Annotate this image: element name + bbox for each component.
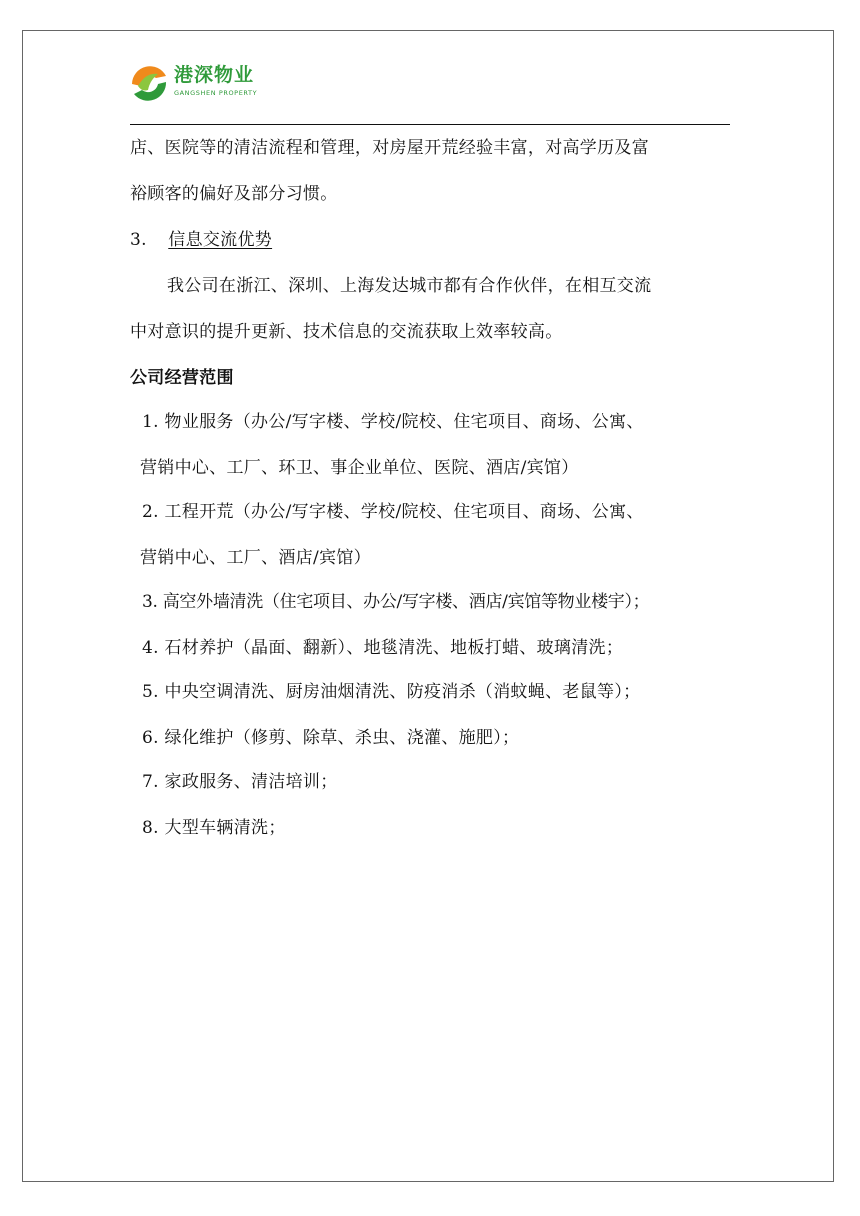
paragraph-line: 中对意识的提升更新、技术信息的交流获取上效率较高。 [130, 322, 563, 342]
section-3-heading [130, 228, 272, 252]
scope-item: 7. 家政服务、清洁培训； [142, 772, 338, 792]
scope-item: 2. 工程开荒（办公/写字楼、学校/院校、住宅项目、商场、公寓、 [142, 502, 644, 522]
scope-item: 1. 物业服务（办公/写字楼、学校/院校、住宅项目、商场、公寓、 [142, 412, 644, 432]
scope-item-continuation: 营销中心、工厂、酒店/宾馆） [140, 548, 371, 568]
logo-english-name: GANGSHEN PROPERTY [174, 89, 258, 97]
section-number: 3. [130, 230, 147, 250]
section-title: 信息交流优势 [168, 230, 273, 250]
paragraph-line: 我公司在浙江、深圳、上海发达城市都有合作伙伴，在相互交流 [167, 276, 652, 296]
scope-heading: 公司经营范围 [130, 368, 234, 388]
logo-mark-icon [128, 60, 170, 106]
scope-item: 4. 石材养护（晶面、翻新）、地毯清洗、地板打蜡、玻璃清洗； [142, 638, 624, 658]
scope-item: 8. 大型车辆清洗； [142, 818, 286, 838]
scope-item: 3. 高空外墙清洗（住宅项目、办公/写字楼、酒店/宾馆等物业楼宇）； [142, 592, 650, 612]
scope-item: 5. 中央空调清洗、厨房油烟清洗、防疫消杀（消蚊蝇、老鼠等）； [142, 682, 641, 702]
company-logo [128, 60, 268, 108]
header-divider [130, 124, 730, 125]
paragraph-line: 店、医院等的清洁流程和管理，对房屋开荒经验丰富，对高学历及富 [130, 138, 649, 158]
logo-chinese-name: 港深物业 [174, 64, 255, 86]
scope-item-continuation: 营销中心、工厂、环卫、事企业单位、医院、酒店/宾馆） [140, 458, 579, 478]
scope-item: 6. 绿化维护（修剪、除草、杀虫、浇灌、施肥）； [142, 728, 520, 748]
paragraph-line: 裕顾客的偏好及部分习惯。 [130, 184, 338, 204]
